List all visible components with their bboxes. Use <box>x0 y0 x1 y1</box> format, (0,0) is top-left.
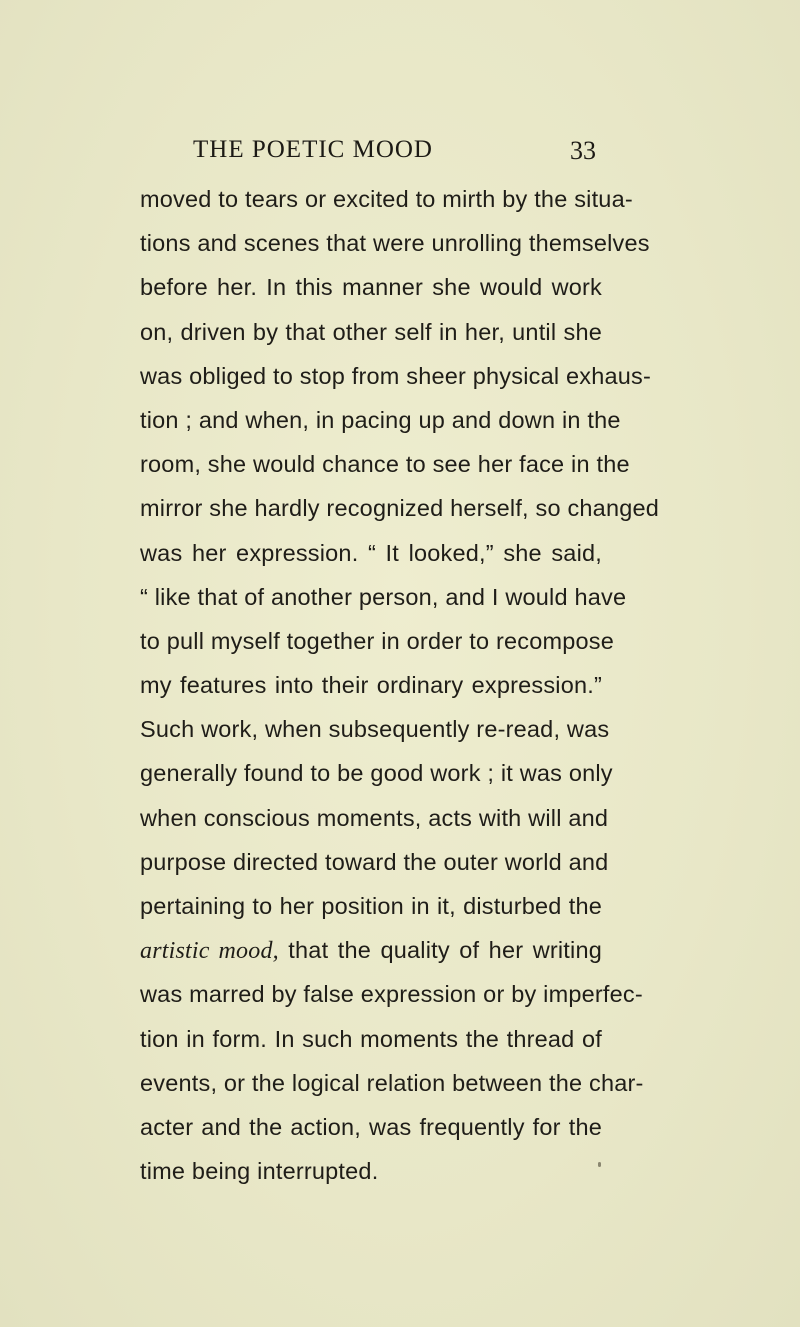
italic-line-rest: that the quality of her writing <box>278 937 602 964</box>
italic-phrase: artistic mood, <box>140 938 279 965</box>
text-line: mirror she hardly recognized herself, so changed <box>140 495 660 522</box>
text-line-last: time being interrupted. <box>140 1158 379 1185</box>
running-header <box>0 136 800 170</box>
paper-speck <box>598 1162 601 1167</box>
text-line: on, driven by that other self in her, until she <box>140 318 602 345</box>
text-line: pertaining to her position in it, disturbed the <box>140 893 602 919</box>
text-line: tion in form. In such moments the thread of <box>140 1025 602 1052</box>
text-line: room, she would chance to see her face in the <box>140 451 630 478</box>
text-line: before her. In this manner she would work <box>140 274 602 301</box>
text-line: tion ; and when, in pacing up and down in the <box>140 406 621 433</box>
page-number: 33 <box>570 136 596 165</box>
text-line: generally found to be good work ; it was only <box>140 760 613 787</box>
text-line: events, or the logical relation between the char- <box>140 1069 644 1096</box>
text-line: was marred by false expression or by imperfec- <box>140 981 643 1008</box>
text-line: my features into their ordinary expression.” <box>140 672 602 699</box>
text-line: was her expression. “ It looked,” she said, <box>140 539 602 566</box>
text-line: moved to tears or excited to mirth by the situa- <box>140 186 633 212</box>
body-text <box>140 177 660 1193</box>
text-line: purpose directed toward the outer world and <box>140 848 609 875</box>
text-line: tions and scenes that were unrolling themselves <box>140 230 650 257</box>
running-title: THE POETIC MOOD <box>193 136 433 163</box>
text-line: to pull myself together in order to recompose <box>140 627 615 654</box>
text-line: Such work, when subsequently re-read, was <box>140 716 610 743</box>
text-line: acter and the action, was frequently for the <box>140 1113 602 1140</box>
text-line: “ like that of another person, and I would have <box>140 583 627 610</box>
text-line-italic <box>140 928 602 972</box>
text-line: when conscious moments, acts with will and <box>140 804 609 831</box>
text-line: was obliged to stop from sheer physical exhaus- <box>140 362 651 389</box>
